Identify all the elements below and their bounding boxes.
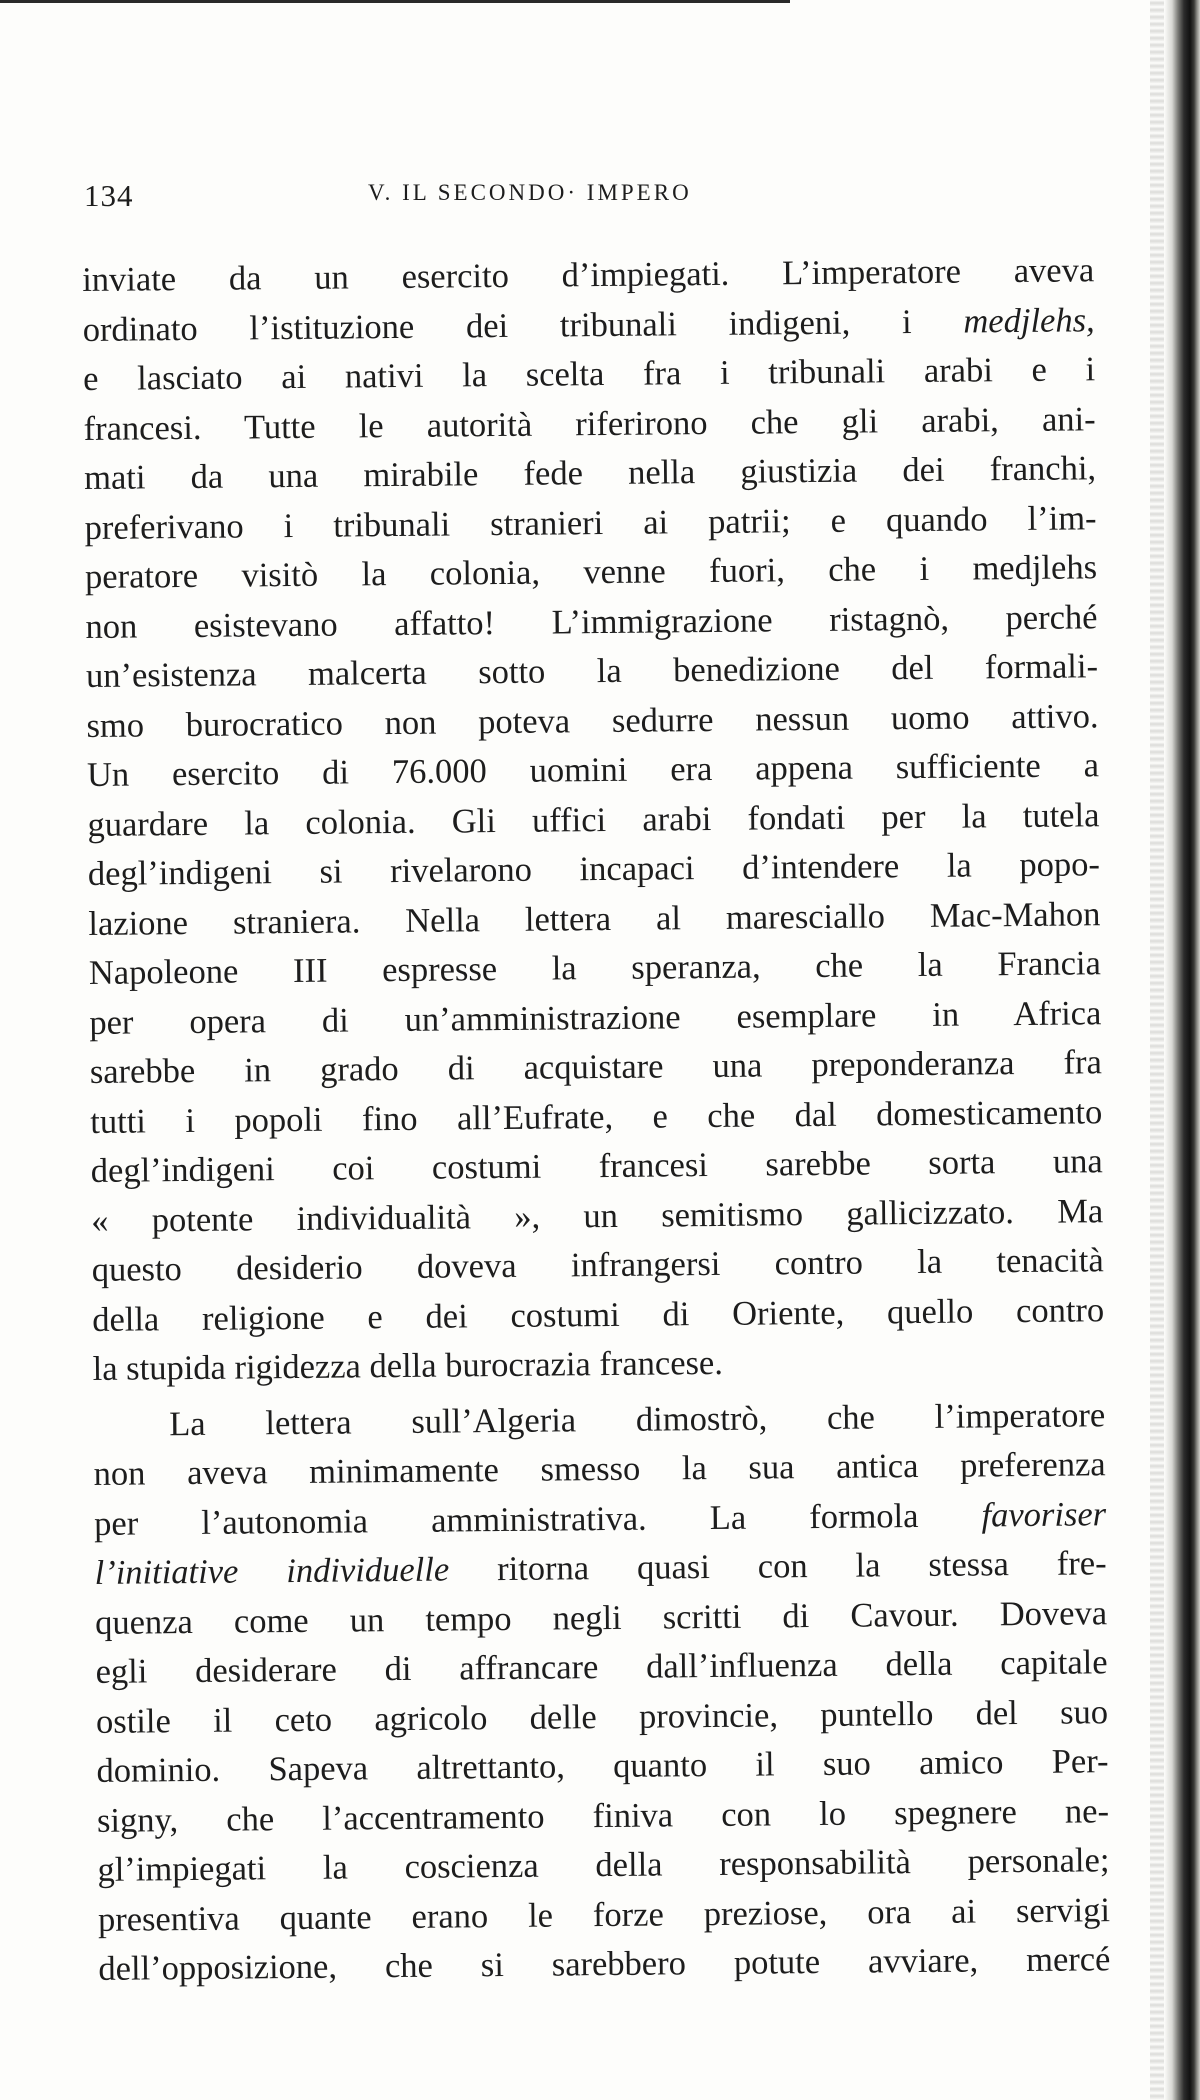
text-line [86, 642, 1098, 701]
text-segment: guardare la colonia. Gli uffici arabi fondati per la tutela [87, 795, 1100, 844]
body-text [82, 246, 1111, 1994]
text-segment: gl’impiegati la coscienza della responsabilità personale; [97, 1841, 1110, 1889]
text-line [92, 1236, 1104, 1295]
text-segment: tutti i popoli fino all’Eufrate, e che dal domesticamento [90, 1092, 1103, 1141]
text-line [83, 345, 1095, 404]
text-segment: un’esistenza malcerta sotto la benedizione del formali- [85, 647, 1099, 695]
text-segment: ritorna quasi con la stessa fre- [448, 1544, 1107, 1589]
text-segment: lazione straniera. Nella lettera al maresciallo Mac-Mahon [88, 894, 1101, 943]
text-segment: sarebbe in grado di acquistare una preponderanza fra [89, 1043, 1102, 1091]
italic-text: l’initiative individuelle [94, 1550, 450, 1592]
text-segment: la stupida rigidezza della burocrazia francese. [92, 1343, 724, 1388]
text-segment: non aveva minimamente smesso la sua antica preferenza [93, 1445, 1106, 1493]
text-segment: dell’opposizione, che si sarebbero potute avviare, mercé [98, 1940, 1111, 1988]
text-line [90, 1038, 1102, 1097]
text-segment: inviate da un esercito d’impiegati. L’imperatore aveva [82, 251, 1095, 299]
text-segment: smo burocratico non poteva sedurre nessun uomo attivo. [86, 696, 1099, 745]
text-segment: quenza come un tempo negli scritti di Cavour. Doveva [94, 1593, 1108, 1642]
text-segment: egli desiderare di affrancare dall’influenza della capitale [95, 1643, 1108, 1691]
text-line [98, 1935, 1110, 1994]
text-segment: peratore visitò la colonia, venne fuori, che i medjlehs [84, 548, 1098, 596]
text-segment: presentiva quante erano le forze preziose, ora ai servigi [97, 1890, 1111, 1939]
text-segment: dominio. Sapeva altrettanto, quanto il suo amico Per- [96, 1742, 1109, 1790]
text-segment: per opera di un’amministrazione esemplare in Africa [89, 993, 1102, 1042]
running-title: V. IL SECONDO· IMPERO [368, 180, 692, 205]
text-line [91, 1137, 1103, 1196]
page-number: 134 [84, 178, 134, 213]
text-segment: degl’indigeni coi costumi francesi sarebbe sorta una [90, 1142, 1103, 1190]
text-segment: signy, che l’accentramento finiva con lo spegnere ne- [96, 1791, 1110, 1840]
book-spine-shadow [1164, 0, 1200, 2100]
italic-text: medjlehs, [963, 300, 1095, 341]
text-segment: francesi. Tutte le autorità riferirono che gli arabi, ani- [83, 399, 1096, 448]
text-line [85, 543, 1097, 602]
text-line [93, 1440, 1105, 1499]
text-segment: La lettera sull’Algeria dimostrò, che l’imperatore [169, 1395, 1106, 1443]
text-segment: della religione e dei costumi di Oriente, quello contro [92, 1290, 1105, 1339]
text-line [84, 444, 1096, 503]
italic-text: favoriser [981, 1494, 1107, 1534]
text-segment: preferivano i tribunali stranieri ai patrii; e quando l’im- [84, 498, 1097, 547]
page-edge-shadow [1150, 0, 1164, 2100]
text-segment: mati da una mirabile fede nella giustizia dei franchi, [83, 449, 1097, 497]
text-segment: ostile il ceto agricolo delle provincie, puntello del suo [95, 1692, 1109, 1741]
text-segment: non esistevano affatto! L’immigrazione ristagnò, perché [85, 597, 1098, 646]
text-segment: per l’autonomia amministrativa. La formola [93, 1495, 982, 1543]
text-line [96, 1737, 1108, 1796]
page-header [84, 178, 1084, 218]
text-segment: e lasciato ai nativi la scelta fra i tribunali arabi e i [82, 350, 1096, 398]
text-segment: degl’indigeni si rivelarono incapaci d’intendere la popo- [87, 845, 1101, 893]
text-line [82, 246, 1094, 305]
text-segment: « potente individualità », un semitismo gallicizzato. Ma [91, 1191, 1104, 1240]
text-segment: Napoleone III espresse la speranza, che la Francia [88, 944, 1102, 992]
text-segment: Un esercito di 76.000 uomini era appena sufficiente a [86, 746, 1100, 794]
text-line [89, 939, 1101, 998]
text-line [87, 741, 1099, 800]
top-edge-rule [0, 0, 790, 3]
text-line [92, 1286, 1104, 1345]
text-line [97, 1836, 1109, 1895]
text-line [95, 1638, 1107, 1697]
text-segment: questo desiderio doveva infrangersi contro la tenacità [91, 1241, 1104, 1289]
text-line [88, 840, 1100, 899]
text-segment: ordinato l’istituzione dei tribunali indigeni, i [82, 302, 964, 349]
text-line [94, 1539, 1106, 1598]
